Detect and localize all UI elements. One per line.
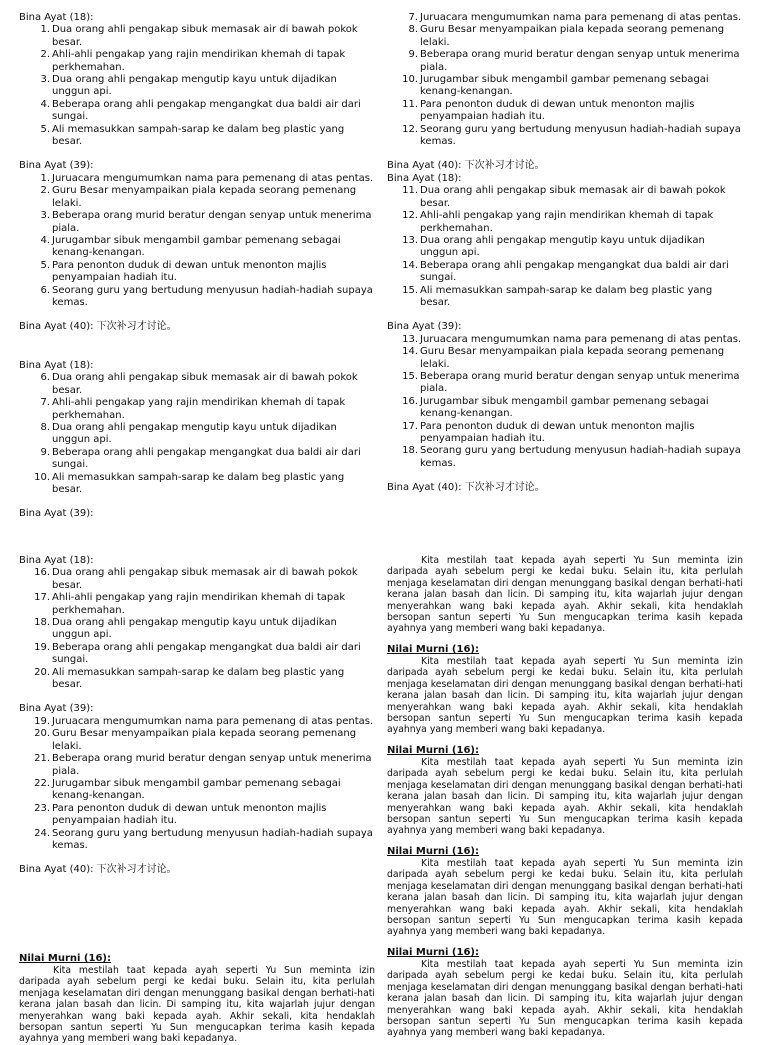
item-text: Juruacara mengumumkan nama para pemenang di atas pentas. — [52, 715, 374, 727]
heading-ayat-18: Bina Ayat (18): — [19, 12, 94, 23]
item-text: Jurugambar sibuk mengambil gambar pemenang sebagai kenang-kenangan. — [52, 234, 341, 259]
list-item — [19, 728, 375, 753]
section-2 — [19, 360, 375, 521]
list-item — [19, 185, 375, 210]
list-item — [19, 828, 375, 853]
list-item — [387, 185, 743, 210]
item-text: Guru Besar menyampaikan piala kepada seorang pemenang lelaki. — [420, 24, 725, 48]
item-number: 7. — [40, 397, 50, 409]
item-number: 2. — [40, 185, 50, 197]
item-text: Beberapa orang ahli pengakap mengangkat dua baldi air dari sungai. — [52, 98, 361, 123]
list-item — [387, 99, 743, 124]
item-text: Para penonton duduk di dewan untuk menonton majlis penyampaian hadiah itu. — [420, 98, 695, 123]
list-item — [387, 235, 743, 260]
item-text: Seorang guru yang bertudung menyusun hadiah-hadiah supaya kemas. — [52, 284, 373, 308]
list-ayat-39 — [19, 173, 375, 309]
item-text: Para penonton duduk di dewan untuk menonton majlis penyampaian hadiah itu. — [52, 802, 327, 827]
list-ayat-18 — [19, 24, 375, 148]
list-item — [19, 592, 375, 617]
list-item — [387, 285, 743, 310]
heading-nilai-murni: Nilai Murni (16): — [387, 644, 479, 655]
list-item — [19, 778, 375, 803]
list-ayat-39 — [387, 12, 743, 148]
item-number: 11. — [402, 185, 418, 197]
list-item — [387, 371, 743, 396]
item-text: Beberapa orang murid beratur dengan senyap untuk menerima piala. — [52, 753, 372, 777]
item-number: 20. — [34, 666, 50, 678]
item-number: 14. — [402, 346, 418, 358]
nilai-murni-block — [387, 947, 743, 1039]
item-text: Juruacara mengumumkan nama para pemenang di atas pentas. — [52, 172, 374, 184]
item-number: 10. — [402, 74, 418, 86]
heading-ayat-40: Bina Ayat (40): 下次补习才讨论。 — [387, 160, 545, 172]
heading-ayat-18: Bina Ayat (18): — [19, 555, 94, 566]
list-item — [387, 124, 743, 149]
item-number: 8. — [408, 24, 418, 36]
item-text: Ali memasukkan sampah-sarap ke dalam beg plastic yang besar. — [52, 123, 345, 148]
item-text: Dua orang ahli pengakap mengutip kayu untuk dijadikan unggun api. — [52, 74, 337, 98]
heading-ayat-39: Bina Ayat (39): — [19, 703, 94, 715]
item-text: Seorang guru yang bertudung menyusun hadiah-hadiah supaya kemas. — [420, 123, 741, 148]
item-text: Ahli-ahli pengakap yang rajin mendirikan khemah di tapak perkhemahan. — [420, 210, 714, 234]
item-text: Juruacara mengumumkan nama para pemenang di atas pentas. — [420, 333, 742, 345]
item-number: 13. — [402, 234, 418, 246]
paragraph: Kita mestilah taat kepada ayah seperti Yu Sun meminta izin daripada ayah sebelum pergi ke kedai buku. Selain itu, kita perlulah menjaga keselamatan diri dengan menunggang basikal dengan berhati-hati kerana jalan basah dan licin. Di samping itu, kita wajarlah jujur dengan menyerahkan wang baki kepada ayah. Akhir sekali, kita hendaklah bersopan santun seperti Yu Sun mengucapkan terima kasih kepada ayahnya yang memberi wang baki kepadanya. — [387, 858, 743, 938]
paragraph: Kita mestilah taat kepada ayah seperti Yu Sun meminta izin daripada ayah sebelum pergi ke kedai buku. Selain itu, kita perlulah menjaga keselamatan diri dengan menunggang basikal dengan berhati-hati kerana jalan basah dan licin. Di samping itu, kita wajarlah jujur dengan menyerahkan wang baki kepada ayah. Akhir sekali, kita hendaklah bersopan santun seperti Yu Sun mengucapkan terima kasih kepada ayahnya yang memberi wang baki kepadanya. — [19, 965, 375, 1045]
section-3 — [19, 555, 375, 877]
item-text: Dua orang ahli pengakap sibuk memasak air di bawah pokok besar. — [52, 372, 358, 396]
list-item — [19, 235, 375, 260]
item-number: 3. — [40, 74, 50, 86]
item-text: Beberapa orang murid beratur dengan senyap untuk menerima piala. — [52, 210, 372, 234]
item-number: 13. — [402, 333, 418, 345]
item-text: Ali memasukkan sampah-sarap ke dalam beg plastic yang besar. — [52, 471, 345, 496]
nilai-murni-block — [387, 745, 743, 837]
item-number: 9. — [40, 446, 50, 458]
item-number: 19. — [34, 641, 50, 653]
nilai-murni-block — [387, 555, 743, 635]
item-text: Dua orang ahli pengakap sibuk memasak air di bawah pokok besar. — [52, 567, 358, 591]
item-number: 14. — [402, 259, 418, 271]
list-item — [19, 667, 375, 692]
list-item — [387, 445, 743, 470]
item-number: 9. — [408, 49, 418, 61]
heading-ayat-39: Bina Ayat (39): — [19, 508, 94, 520]
item-number: 18. — [402, 445, 418, 457]
list-item — [19, 372, 375, 397]
item-text: Para penonton duduk di dewan untuk menonton majlis penyampaian hadiah itu. — [420, 420, 695, 444]
item-number: 17. — [34, 592, 50, 604]
item-text: Guru Besar menyampaikan piala kepada seorang pemenang lelaki. — [52, 185, 357, 209]
nilai-murni-block — [19, 953, 375, 1045]
heading-nilai-murni: Nilai Murni (16): — [387, 846, 479, 857]
item-number: 10. — [34, 471, 50, 483]
item-text: Dua orang ahli pengakap sibuk memasak air di bawah pokok besar. — [420, 185, 726, 209]
list-item — [387, 210, 743, 235]
item-number: 5. — [40, 259, 50, 271]
heading-nilai-murni: Nilai Murni (16): — [19, 953, 111, 964]
list-item — [19, 49, 375, 74]
heading-ayat-18: Bina Ayat (18): — [387, 172, 462, 184]
item-number: 4. — [40, 98, 50, 110]
item-text: Beberapa orang ahli pengakap mengangkat dua baldi air dari sungai. — [420, 259, 729, 284]
list-item — [387, 346, 743, 371]
list-item — [19, 285, 375, 310]
item-number: 1. — [40, 24, 50, 36]
item-number: 15. — [402, 370, 418, 382]
item-text: Juruacara mengumumkan nama para pemenang di atas pentas. — [420, 12, 742, 23]
list-item — [387, 74, 743, 99]
item-text: Jurugambar sibuk mengambil gambar pemenang sebagai kenang-kenangan. — [52, 777, 341, 802]
item-number: 12. — [402, 123, 418, 135]
list-item — [19, 472, 375, 497]
paragraph: Kita mestilah taat kepada ayah seperti Yu Sun meminta izin daripada ayah sebelum pergi ke kedai buku. Selain itu, kita perlulah menjaga keselamatan diri dengan menunggang basikal dengan berhati-hati kerana jalan basah dan licin. Di samping itu, kita wajarlah jujur dengan menyerahkan wang baki kepada ayah. Akhir sekali, kita hendaklah bersopan santun seperti Yu Sun mengucapkan terima kasih kepada ayahnya yang memberi wang baki kepadanya. — [387, 555, 743, 635]
item-number: 3. — [40, 210, 50, 222]
item-number: 21. — [34, 753, 50, 765]
item-text: Jurugambar sibuk mengambil gambar pemenang sebagai kenang-kenangan. — [420, 74, 709, 98]
nilai-murni-block — [387, 846, 743, 938]
list-ayat-39 — [19, 716, 375, 852]
item-text: Dua orang ahli pengakap mengutip kayu untuk dijadikan unggun api. — [420, 234, 705, 259]
list-item — [19, 173, 375, 185]
list-item — [387, 24, 743, 49]
item-number: 6. — [40, 284, 50, 296]
heading-ayat-40: Bina Ayat (40): 下次补习才讨论。 — [387, 482, 545, 494]
item-number: 23. — [34, 802, 50, 814]
section-4 — [387, 12, 743, 495]
item-text: Seorang guru yang bertudung menyusun hadiah-hadiah supaya kemas. — [52, 827, 373, 851]
item-number: 18. — [34, 617, 50, 629]
item-number: 24. — [34, 827, 50, 839]
paragraph: Kita mestilah taat kepada ayah seperti Yu Sun meminta izin daripada ayah sebelum pergi ke kedai buku. Selain itu, kita perlulah menjaga keselamatan diri dengan menunggang basikal dengan berhati-hati kerana jalan basah dan licin. Di samping itu, kita wajarlah jujur dengan menyerahkan wang baki kepada ayah. Akhir sekali, kita hendaklah bersopan santun seperti Yu Sun mengucapkan terima kasih kepada ayahnya yang memberi wang baki kepadanya. — [387, 757, 743, 837]
item-number: 11. — [402, 98, 418, 110]
item-number: 19. — [34, 715, 50, 727]
item-text: Ahli-ahli pengakap yang rajin mendirikan khemah di tapak perkhemahan. — [52, 397, 346, 421]
list-item — [19, 716, 375, 728]
list-item — [19, 397, 375, 422]
item-number: 17. — [402, 420, 418, 432]
item-text: Ahli-ahli pengakap yang rajin mendirikan khemah di tapak perkhemahan. — [52, 592, 346, 616]
list-item — [19, 567, 375, 592]
list-item — [19, 24, 375, 49]
list-item — [387, 49, 743, 74]
item-text: Ali memasukkan sampah-sarap ke dalam beg plastic yang besar. — [52, 666, 345, 691]
item-number: 7. — [408, 12, 418, 23]
list-item — [387, 12, 743, 24]
list-item — [387, 421, 743, 446]
item-text: Ali memasukkan sampah-sarap ke dalam beg plastic yang besar. — [420, 284, 713, 308]
heading-ayat-39: Bina Ayat (39): — [387, 321, 462, 333]
item-text: Guru Besar menyampaikan piala kepada seorang pemenang lelaki. — [420, 346, 725, 370]
list-item — [19, 803, 375, 828]
list-item — [19, 99, 375, 124]
item-text: Beberapa orang murid beratur dengan senyap untuk menerima piala. — [420, 370, 740, 395]
item-number: 1. — [40, 172, 50, 184]
item-number: 4. — [40, 234, 50, 246]
list-ayat-18 — [19, 567, 375, 691]
item-number: 16. — [34, 567, 50, 579]
list-item — [19, 617, 375, 642]
item-text: Guru Besar menyampaikan piala kepada seorang pemenang lelaki. — [52, 728, 357, 752]
list-ayat-39 — [387, 334, 743, 470]
list-item — [19, 753, 375, 778]
list-item — [19, 422, 375, 447]
item-text: Jurugambar sibuk mengambil gambar pemenang sebagai kenang-kenangan. — [420, 395, 709, 420]
item-text: Dua orang ahli pengakap mengutip kayu untuk dijadikan unggun api. — [52, 617, 337, 641]
item-text: Dua orang ahli pengakap mengutip kayu untuk dijadikan unggun api. — [52, 422, 337, 446]
item-text: Beberapa orang ahli pengakap mengangkat dua baldi air dari sungai. — [52, 641, 361, 666]
item-text: Seorang guru yang bertudung menyusun hadiah-hadiah supaya kemas. — [420, 445, 741, 469]
list-item — [19, 74, 375, 99]
item-text: Para penonton duduk di dewan untuk menonton majlis penyampaian hadiah itu. — [52, 259, 327, 284]
list-item — [19, 447, 375, 472]
item-number: 22. — [34, 777, 50, 789]
list-item — [387, 334, 743, 346]
heading-nilai-murni: Nilai Murni (16): — [387, 745, 479, 756]
list-item — [19, 124, 375, 149]
list-item — [19, 642, 375, 667]
item-text: Beberapa orang ahli pengakap mengangkat dua baldi air dari sungai. — [52, 446, 361, 471]
list-item — [387, 396, 743, 421]
list-item — [387, 260, 743, 285]
item-number: 12. — [402, 210, 418, 222]
section-1 — [19, 12, 375, 334]
item-number: 6. — [40, 372, 50, 384]
item-number: 16. — [402, 395, 418, 407]
list-item — [19, 210, 375, 235]
item-text: Ahli-ahli pengakap yang rajin mendirikan khemah di tapak perkhemahan. — [52, 49, 346, 73]
item-number: 8. — [40, 422, 50, 434]
item-text: Dua orang ahli pengakap sibuk memasak air di bawah pokok besar. — [52, 24, 358, 48]
item-number: 2. — [40, 49, 50, 61]
item-text: Beberapa orang murid beratur dengan senyap untuk menerima piala. — [420, 49, 740, 73]
heading-ayat-18: Bina Ayat (18): — [19, 360, 94, 371]
list-ayat-18 — [387, 185, 743, 309]
nilai-murni-block — [387, 644, 743, 736]
item-number: 5. — [40, 123, 50, 135]
paragraph: Kita mestilah taat kepada ayah seperti Yu Sun meminta izin daripada ayah sebelum pergi ke kedai buku. Selain itu, kita perlulah menjaga keselamatan diri dengan menunggang basikal dengan berhati-hati kerana jalan basah dan licin. Di samping itu, kita wajarlah jujur dengan menyerahkan wang baki kepada ayah. Akhir sekali, kita hendaklah bersopan santun seperti Yu Sun mengucapkan terima kasih kepada ayahnya yang memberi wang baki kepadanya. — [387, 656, 743, 736]
heading-ayat-39: Bina Ayat (39): — [19, 160, 94, 172]
item-number: 20. — [34, 728, 50, 740]
heading-ayat-40: Bina Ayat (40): 下次补习才讨论。 — [19, 321, 177, 333]
heading-ayat-40: Bina Ayat (40): 下次补习才讨论。 — [19, 864, 177, 876]
item-number: 15. — [402, 284, 418, 296]
list-ayat-18 — [19, 372, 375, 496]
paragraph: Kita mestilah taat kepada ayah seperti Yu Sun meminta izin daripada ayah sebelum pergi ke kedai buku. Selain itu, kita perlulah menjaga keselamatan diri dengan menunggang basikal dengan berhati-hati kerana jalan basah dan licin. Di samping itu, kita wajarlah jujur dengan menyerahkan wang baki kepada ayah. Akhir sekali, kita hendaklah bersopan santun seperti Yu Sun mengucapkan terima kasih kepada ayahnya yang memberi wang baki kepadanya. — [387, 959, 743, 1039]
list-item — [19, 260, 375, 285]
heading-nilai-murni: Nilai Murni (16): — [387, 947, 479, 958]
